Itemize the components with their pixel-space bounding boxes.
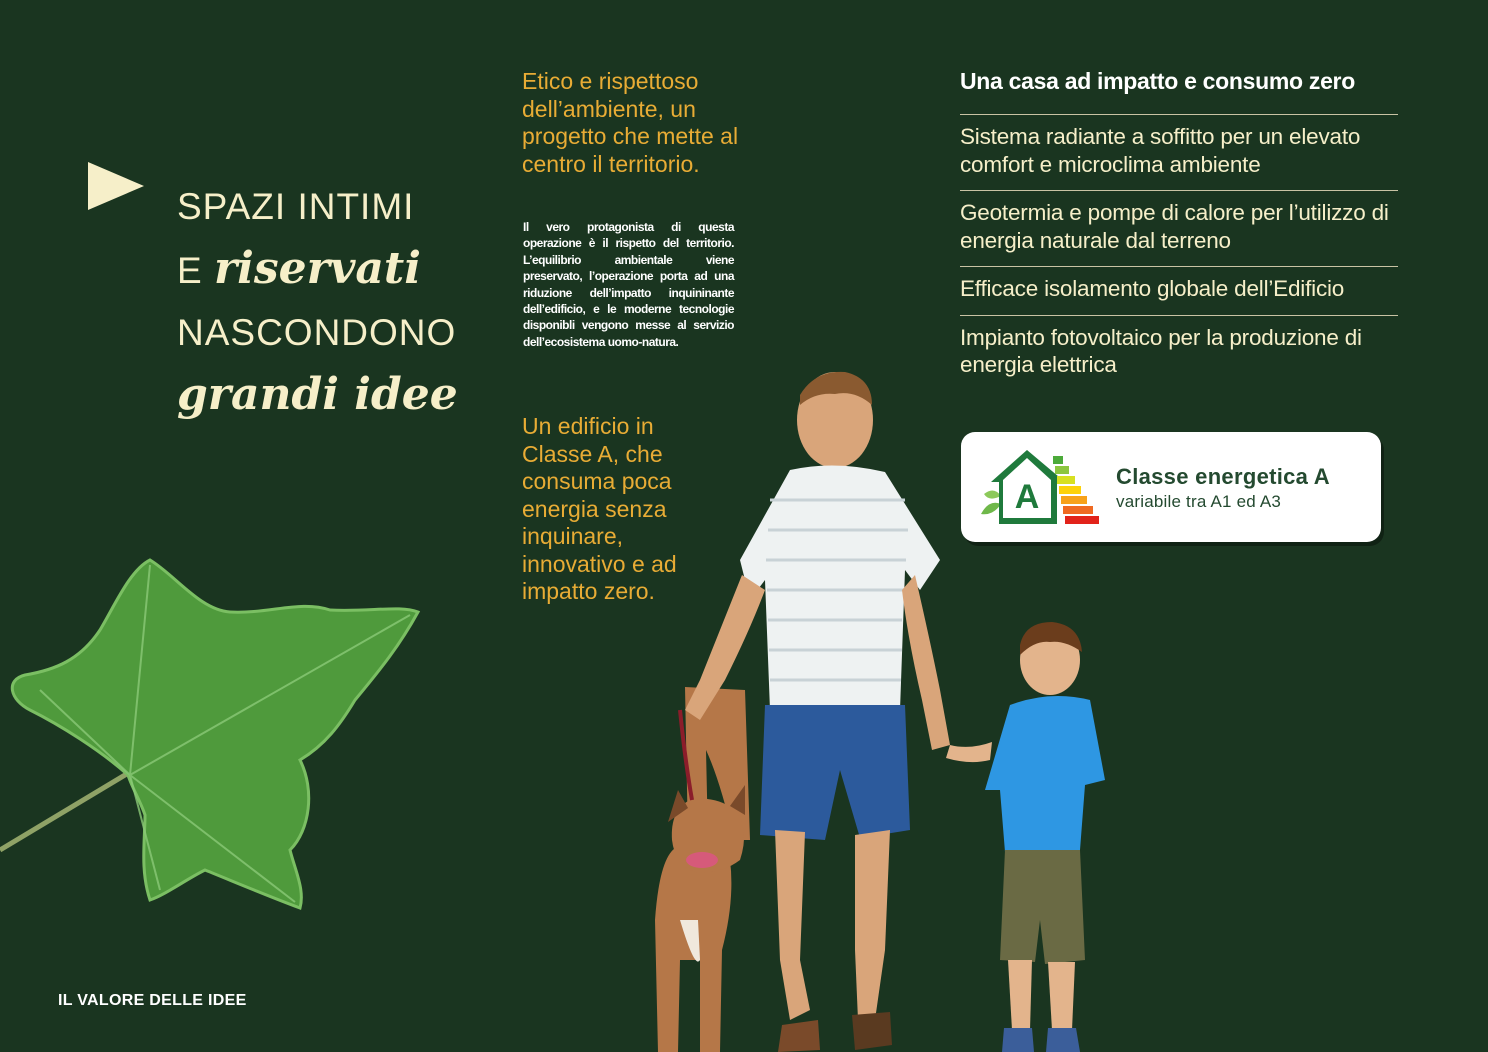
energy-badge-letter: A bbox=[1014, 478, 1040, 516]
features-list bbox=[960, 66, 1398, 391]
features-title: Una casa ad impatto e consumo zero bbox=[960, 66, 1398, 115]
energy-class-title: Classe energetica A bbox=[1116, 464, 1330, 489]
boy-figure bbox=[946, 622, 1105, 1052]
headline-line-2 bbox=[177, 238, 458, 302]
headline-line-4: grandi idee bbox=[177, 369, 458, 420]
headline-line-2-italic: riservati bbox=[213, 243, 421, 294]
energy-class-subtitle: variabile tra A1 ed A3 bbox=[1116, 492, 1282, 511]
lead-text: Etico e rispettoso dell’ambiente, un progetto che mette al centro il territorio. bbox=[522, 68, 739, 177]
headline bbox=[177, 176, 458, 426]
headline-line-1: SPAZI INTIMI bbox=[177, 186, 415, 227]
dog-figure bbox=[655, 687, 750, 1052]
feature-item: Sistema radiante a soffitto per un elevato comfort e microclima ambiente bbox=[960, 115, 1398, 191]
body-paragraph: Il vero protagonista di questa operazione è il rispetto del territorio. L’equilibrio ambientale viene preservato, l’operazione porta ad una riduzione dell’impatto inquininante dell’edificio, e le moderne tecnologie disponibli vengono messe al servizio dell’ecosistema uomo-natura. bbox=[523, 220, 734, 349]
energy-class-card bbox=[961, 432, 1381, 542]
energy-class-house-icon bbox=[979, 444, 1099, 530]
headline-line-3: NASCONDONO bbox=[177, 312, 457, 353]
feature-item: Efficace isolamento globale dell’Edificio bbox=[960, 267, 1398, 316]
ivy-leaf-image bbox=[0, 550, 430, 920]
footer-label: IL VALORE DELLE IDEE bbox=[58, 992, 247, 1009]
headline-line-2-prefix: E bbox=[177, 250, 214, 291]
feature-item: Impianto fotovoltaico per la produzione di energia elettrica bbox=[960, 324, 1362, 377]
play-arrow-icon bbox=[88, 162, 144, 210]
feature-item: Geotermia e pompe di calore per l’utilizzo di energia naturale dal terreno bbox=[960, 191, 1398, 267]
class-a-text: Un edificio in Classe A, che consuma poca energia senza inquinare, innovativo e ad impatto zero. bbox=[522, 413, 677, 604]
